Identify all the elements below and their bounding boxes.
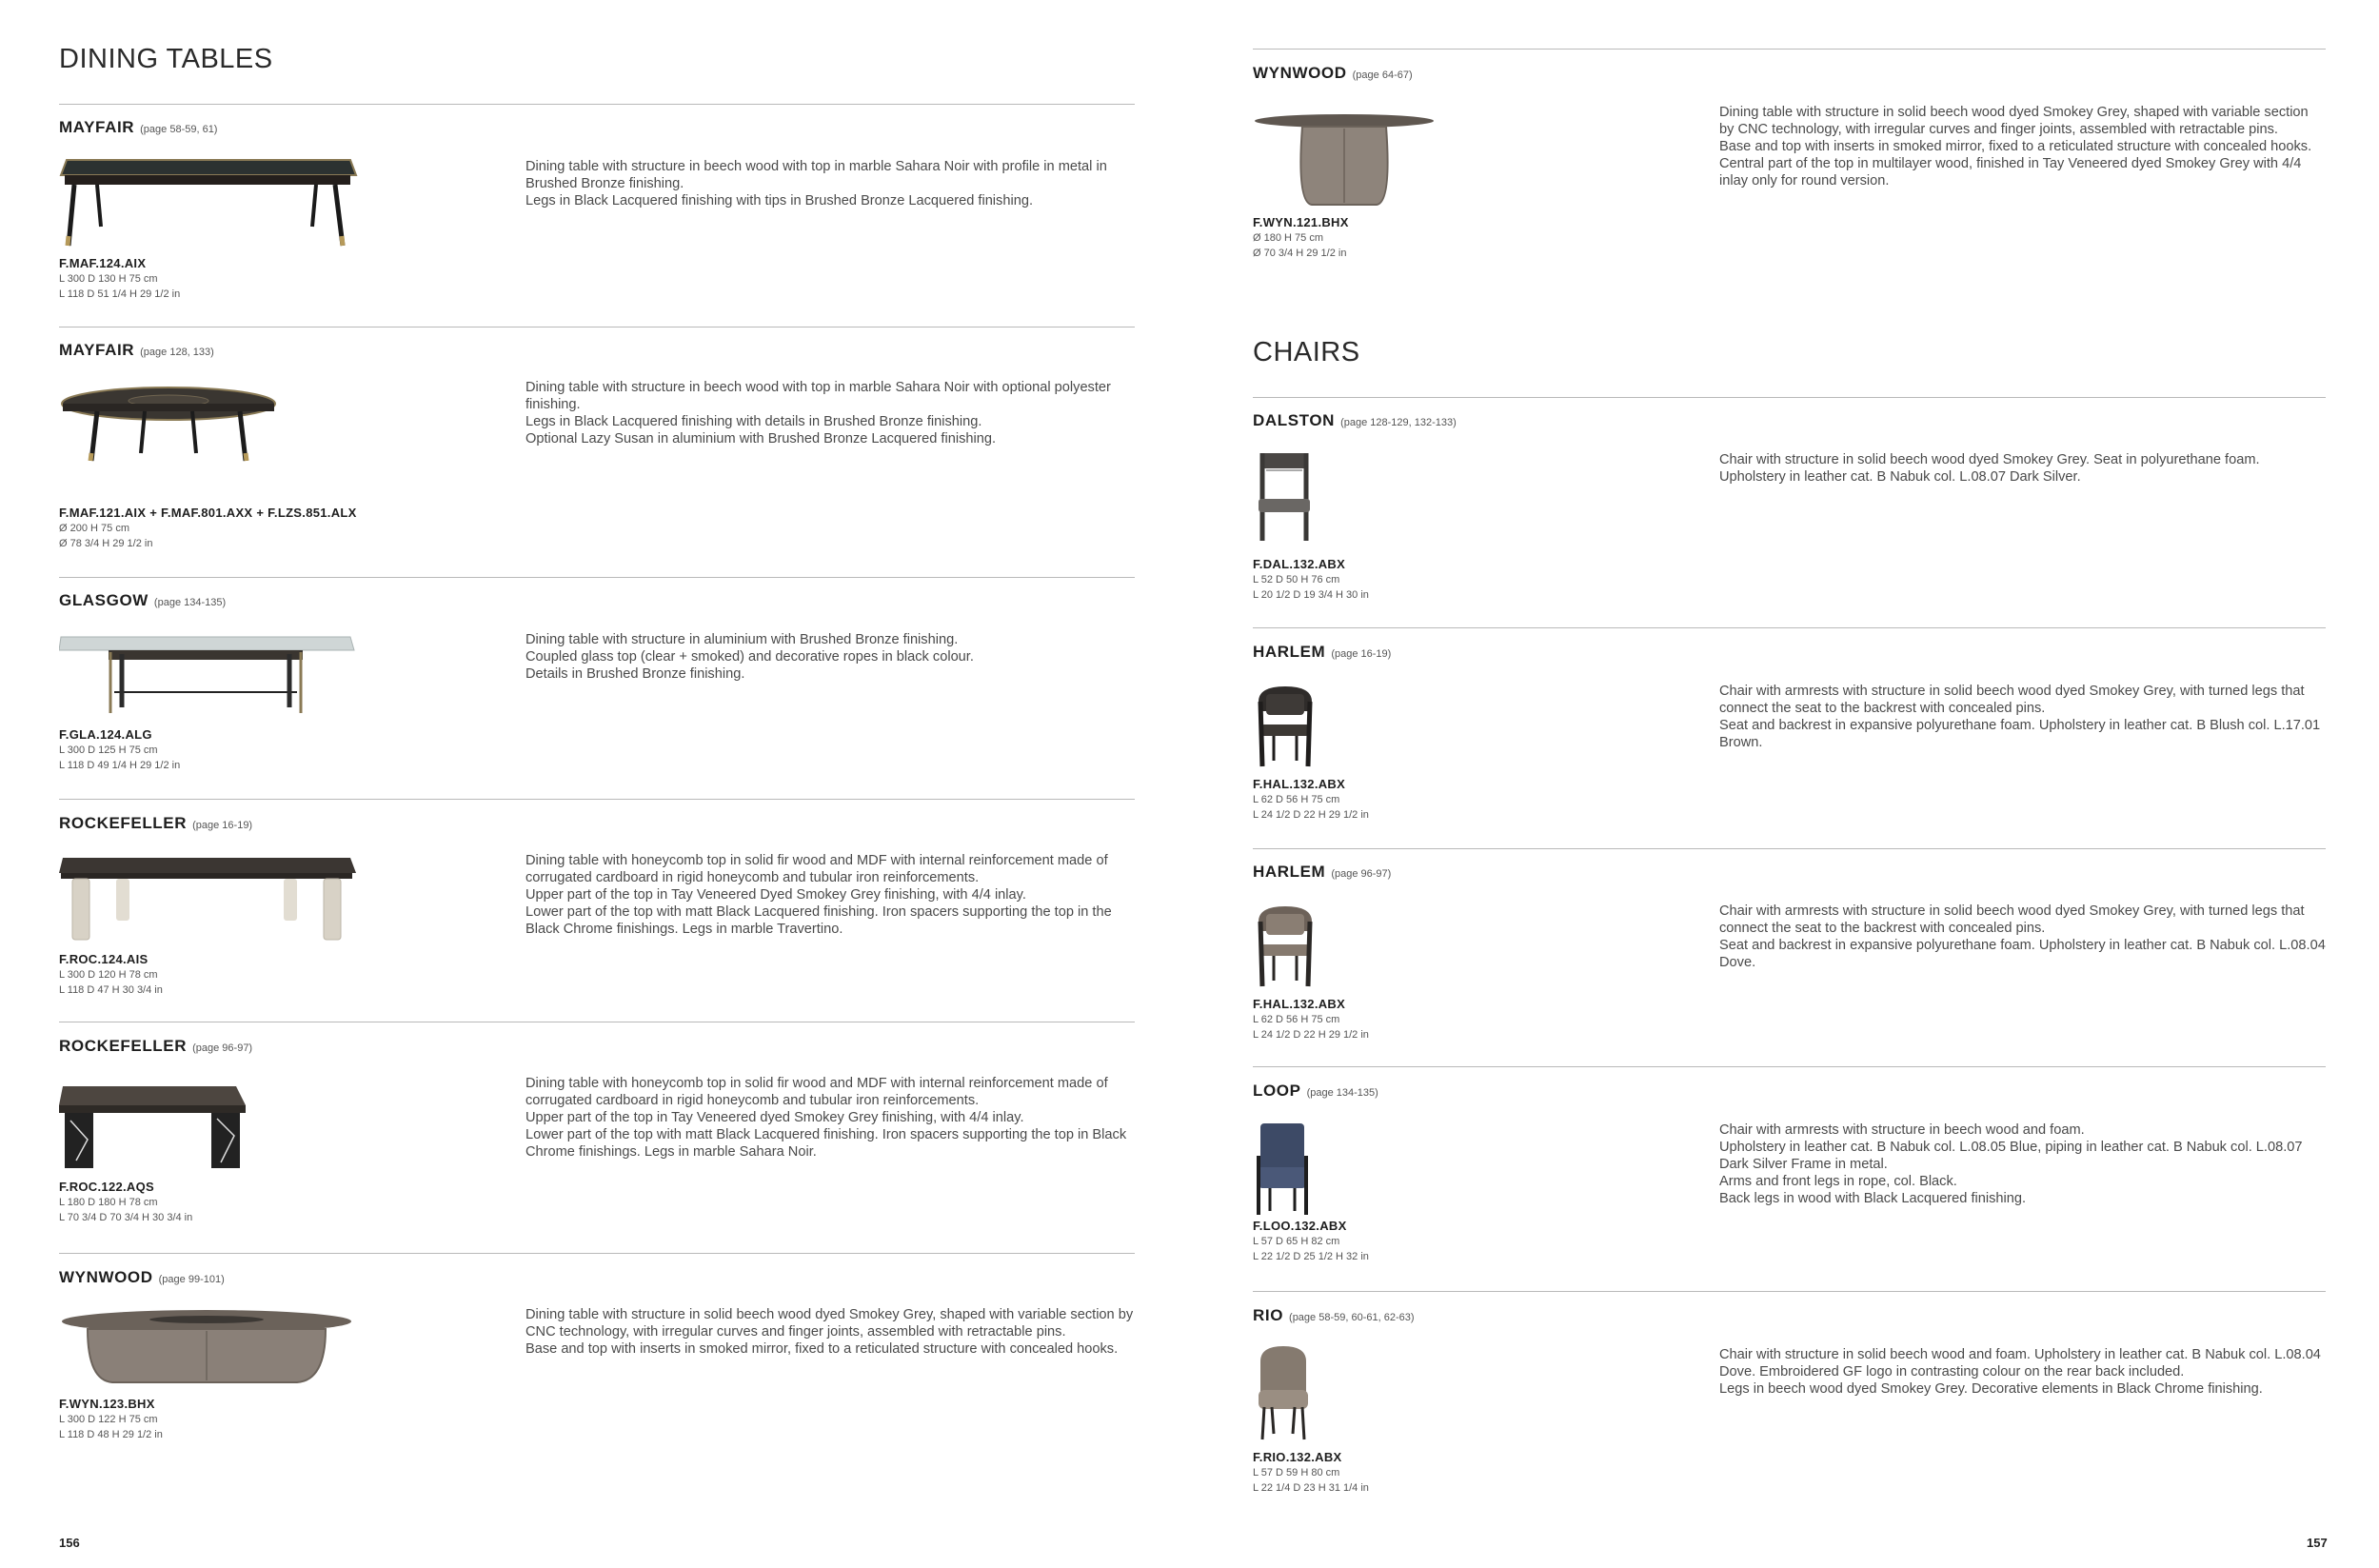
product-name: ROCKEFELLER <box>59 1037 188 1055</box>
description-line: Optional Lazy Susan in aluminium with Brushed Bronze Lacquered finishing. <box>525 431 997 447</box>
description-line: Seat and backrest in expansive polyurethane foam. Upholstery in leather cat. B Blush col. L.17.01 Brown. <box>1719 718 2321 750</box>
dimensions-in: L 22 1/4 D 23 H 31 1/4 in <box>1253 1482 1369 1494</box>
description-line: Arms and front legs in rope, col. Black. <box>1719 1174 1957 1189</box>
product-entry <box>59 1037 1135 1237</box>
description-line: Dining table with structure in solid beech wood dyed Smokey Grey, shaped with variable section by CNC technology, with irregular curves and finger joints, assembled with retractable pins. <box>525 1307 1134 1340</box>
description-line: Dining table with structure in solid beech wood dyed Smokey Grey, shaped with variable section by CNC technology, with irregular curves and finger joints, assembled with retractable pins. <box>1719 105 2309 137</box>
dimensions-cm: L 300 D 120 H 78 cm <box>59 969 158 981</box>
product-dimensions <box>59 743 180 773</box>
rio-chair-image <box>1253 1344 1314 1443</box>
description-line: Details in Brushed Bronze finishing. <box>525 666 745 682</box>
dimensions-in: L 118 D 49 1/4 H 29 1/2 in <box>59 760 181 771</box>
product-description <box>1719 903 2326 971</box>
dimensions-in: L 70 3/4 D 70 3/4 H 30 3/4 in <box>59 1212 193 1223</box>
dimensions-in: Ø 78 3/4 H 29 1/2 in <box>59 538 153 549</box>
product-entry <box>59 341 1135 550</box>
product-entry <box>1253 64 2326 273</box>
product-description <box>525 1306 1135 1358</box>
product-heading <box>59 118 217 137</box>
product-dimensions <box>59 1412 163 1442</box>
page-reference: (page 128, 133) <box>140 347 214 358</box>
divider <box>1253 1066 2326 1067</box>
product-heading <box>1253 1306 1415 1325</box>
divider <box>1253 627 2326 628</box>
divider <box>1253 397 2326 398</box>
description-line: Upper part of the top in Tay Veneered Dyed Smokey Grey finishing, with 4/4 inlay. <box>525 887 1026 903</box>
description-line: Chair with structure in solid beech wood and foam. Upholstery in leather cat. B Nabuk col. L.08.04 Dove. Embroidered GF logo in contrasting colour on the rear back included. <box>1719 1347 2321 1379</box>
dimensions-cm: L 180 D 180 H 78 cm <box>59 1197 158 1208</box>
description-line: Coupled glass top (clear + smoked) and decorative ropes in black colour. <box>525 649 974 665</box>
description-line: Legs in beech wood dyed Smokey Grey. Decorative elements in Black Chrome finishing. <box>1719 1381 2263 1397</box>
page-number: 156 <box>59 1536 80 1550</box>
product-name: WYNWOOD <box>1253 64 1347 82</box>
product-dimensions <box>1253 230 1346 261</box>
harlem-chair-brown-image <box>1253 683 1321 770</box>
product-heading <box>1253 1082 1378 1101</box>
description-line: Base and top with inserts in smoked mirror, fixed to a reticulated structure with concealed hooks. <box>525 1341 1119 1357</box>
product-dimensions <box>1253 1234 1369 1264</box>
divider <box>59 577 1135 578</box>
description-line: Back legs in wood with Black Lacquered finishing. <box>1719 1191 2027 1206</box>
section-title-dining-tables: DINING TABLES <box>59 44 273 74</box>
divider <box>59 799 1135 800</box>
divider <box>1253 1291 2326 1292</box>
product-code: F.MAF.121.AIX + F.MAF.801.AXX + F.LZS.851.ALX <box>59 506 357 520</box>
product-dimensions <box>1253 1465 1369 1496</box>
product-description <box>1719 104 2326 189</box>
product-description <box>525 852 1135 938</box>
dalston-chair-image <box>1253 449 1319 545</box>
dimensions-cm: Ø 180 H 75 cm <box>1253 232 1323 244</box>
description-line: Upholstery in leather cat. B Nabuk col. L.08.05 Blue, piping in leather cat. B Nabuk col. L.08.07 Dark Silver Frame in metal. <box>1719 1140 2303 1172</box>
product-name: HARLEM <box>1253 643 1326 661</box>
divider <box>59 104 1135 105</box>
description-line: Dining table with structure in aluminium with Brushed Bronze finishing. <box>525 632 959 647</box>
description-line: Dining table with structure in beech wood with top in marble Sahara Noir with profile in metal in Brushed Bronze finishing. <box>525 159 1107 191</box>
product-code: F.WYN.121.BHX <box>1253 215 1349 229</box>
product-description <box>1719 451 2326 486</box>
description-line: Seat and backrest in expansive polyurethane foam. Upholstery in leather cat. B Nabuk col. L.08.04 Dove. <box>1719 938 2326 970</box>
product-name: HARLEM <box>1253 863 1326 881</box>
page-number: 157 <box>2307 1536 2328 1550</box>
product-heading <box>1253 64 1413 83</box>
product-heading <box>59 1037 252 1056</box>
product-dimensions <box>59 521 152 551</box>
dimensions-cm: L 62 D 56 H 75 cm <box>1253 794 1340 805</box>
dimensions-in: Ø 70 3/4 H 29 1/2 in <box>1253 248 1347 259</box>
product-heading <box>1253 411 1457 430</box>
description-line: Legs in Black Lacquered finishing with tips in Brushed Bronze Lacquered finishing. <box>525 193 1033 208</box>
page-reference: (page 64-67) <box>1352 69 1413 81</box>
product-code: F.ROC.122.AQS <box>59 1180 154 1194</box>
product-code: F.MAF.124.AIX <box>59 256 147 270</box>
product-code: F.RIO.132.ABX <box>1253 1450 1342 1464</box>
right-page <box>1190 0 2379 1568</box>
product-heading <box>59 591 226 610</box>
page-reference: (page 134-135) <box>1306 1087 1378 1099</box>
description-line: Upholstery in leather cat. B Nabuk col. L.08.07 Dark Silver. <box>1719 469 2081 485</box>
dimensions-in: L 118 D 47 H 30 3/4 in <box>59 984 163 996</box>
dimensions-cm: L 300 D 125 H 75 cm <box>59 744 158 756</box>
dimensions-cm: L 62 D 56 H 75 cm <box>1253 1014 1340 1025</box>
product-dimensions <box>1253 1012 1369 1042</box>
dimensions-in: L 118 D 48 H 29 1/2 in <box>59 1429 163 1440</box>
product-entry <box>1253 863 2326 1062</box>
product-name: RIO <box>1253 1306 1284 1324</box>
product-description <box>525 379 1135 447</box>
product-dimensions <box>1253 572 1369 603</box>
dimensions-cm: L 300 D 130 H 75 cm <box>59 273 158 285</box>
product-entry <box>1253 411 2326 611</box>
harlem-chair-dove-image <box>1253 903 1321 990</box>
product-code: F.DAL.132.ABX <box>1253 557 1346 571</box>
mayfair-round-table-image <box>59 383 297 468</box>
dimensions-in: L 118 D 51 1/4 H 29 1/2 in <box>59 288 181 300</box>
description-line: Chair with armrests with structure in solid beech wood dyed Smokey Grey, with turned legs that connect the seat to the backrest with concealed pins. <box>1719 903 2305 936</box>
product-name: DALSTON <box>1253 411 1336 429</box>
dimensions-cm: L 57 D 65 H 82 cm <box>1253 1236 1340 1247</box>
product-name: WYNWOOD <box>59 1268 153 1286</box>
wynwood-rectangular-table-image <box>59 1306 364 1392</box>
left-page <box>0 0 1189 1568</box>
product-entry <box>1253 1306 2326 1506</box>
product-entry <box>59 814 1135 1014</box>
page-reference: (page 58-59, 60-61, 62-63) <box>1289 1312 1415 1323</box>
product-description <box>1719 1121 2326 1207</box>
product-code: F.WYN.123.BHX <box>59 1397 155 1411</box>
dimensions-in: L 20 1/2 D 19 3/4 H 30 in <box>1253 589 1369 601</box>
product-description <box>525 631 1135 683</box>
section-title-chairs: CHAIRS <box>1253 337 1360 367</box>
page-reference: (page 58-59, 61) <box>140 124 218 135</box>
description-line: Dining table with honeycomb top in solid fir wood and MDF with internal reinforcement made of corrugated cardboard in rigid honeycomb and tubular iron reinforcements. <box>525 853 1108 885</box>
description-line: Lower part of the top with matt Black Lacquered finishing. Iron spacers supporting the top in Black Chrome finishings. Legs in marble Sahara Noir. <box>525 1127 1127 1160</box>
divider <box>1253 848 2326 849</box>
description-line: Chair with armrests with structure in beech wood and foam. <box>1719 1122 2085 1138</box>
dimensions-cm: L 57 D 59 H 80 cm <box>1253 1467 1340 1479</box>
divider <box>59 1253 1135 1254</box>
page-reference: (page 96-97) <box>1331 868 1392 880</box>
dimensions-cm: L 52 D 50 H 76 cm <box>1253 574 1340 586</box>
description-line: Chair with armrests with structure in solid beech wood dyed Smokey Grey, with turned legs that connect the seat to the backrest with concealed pins. <box>1719 684 2305 716</box>
product-code: F.LOO.132.ABX <box>1253 1219 1347 1233</box>
product-heading <box>59 814 252 833</box>
dimensions-in: L 24 1/2 D 22 H 29 1/2 in <box>1253 809 1369 821</box>
product-description <box>525 1075 1135 1161</box>
product-name: GLASGOW <box>59 591 149 609</box>
product-heading <box>59 341 214 360</box>
product-description <box>525 158 1135 209</box>
rockefeller-rectangular-table-image <box>59 854 364 949</box>
description-line: Dining table with honeycomb top in solid fir wood and MDF with internal reinforcement made of corrugated cardboard in rigid honeycomb and tubular iron reinforcements. <box>525 1076 1108 1108</box>
product-dimensions <box>59 271 180 302</box>
product-name: MAYFAIR <box>59 118 135 136</box>
page-reference: (page 16-19) <box>1331 648 1392 660</box>
page-reference: (page 16-19) <box>192 820 253 831</box>
product-name: MAYFAIR <box>59 341 135 359</box>
product-entry <box>59 591 1135 782</box>
product-name: ROCKEFELLER <box>59 814 188 832</box>
description-line: Dining table with structure in beech wood with top in marble Sahara Noir with optional polyester finishing. <box>525 380 1111 412</box>
product-entry <box>1253 643 2326 843</box>
description-line: Upper part of the top in Tay Veneered dyed Smokey Grey finishing, with 4/4 inlay. <box>525 1110 1024 1125</box>
description-line: Central part of the top in multilayer wood, finished in Tay Veneered dyed Smokey Grey with 4/4 inlay only for round version. <box>1719 156 2302 189</box>
product-code: F.HAL.132.ABX <box>1253 997 1346 1011</box>
divider <box>1253 49 2326 50</box>
product-dimensions <box>59 1195 192 1225</box>
page-reference: (page 99-101) <box>158 1274 225 1285</box>
description-line: Chair with structure in solid beech wood dyed Smokey Grey. Seat in polyurethane foam. <box>1719 452 2260 467</box>
product-description <box>1719 683 2326 751</box>
wynwood-round-table-image <box>1253 111 1443 216</box>
dimensions-cm: L 300 D 122 H 75 cm <box>59 1414 158 1425</box>
mayfair-rectangular-table-image <box>59 152 364 257</box>
page-reference: (page 96-97) <box>192 1042 253 1054</box>
product-entry <box>59 118 1135 308</box>
product-code: F.ROC.124.AIS <box>59 952 149 966</box>
page-reference: (page 128-129, 132-133) <box>1340 417 1457 428</box>
description-line: Lower part of the top with matt Black Lacquered finishing. Iron spacers supporting the top in the Black Chrome finishings. Legs in marble Travertino. <box>525 904 1112 937</box>
dimensions-cm: Ø 200 H 75 cm <box>59 523 129 534</box>
product-entry <box>1253 1082 2326 1291</box>
product-heading <box>59 1268 225 1287</box>
product-heading <box>1253 863 1391 882</box>
product-name: LOOP <box>1253 1082 1301 1100</box>
product-code: F.GLA.124.ALG <box>59 727 152 742</box>
description-line: Base and top with inserts in smoked mirror, fixed to a reticulated structure with concealed hooks. <box>1719 139 2312 154</box>
loop-chair-image <box>1253 1120 1314 1219</box>
product-dimensions <box>1253 792 1369 823</box>
dimensions-in: L 24 1/2 D 22 H 29 1/2 in <box>1253 1029 1369 1041</box>
rockefeller-square-table-image <box>59 1073 268 1178</box>
product-description <box>1719 1346 2326 1398</box>
product-heading <box>1253 643 1391 662</box>
product-code: F.HAL.132.ABX <box>1253 777 1346 791</box>
description-line: Legs in Black Lacquered finishing with details in Brushed Bronze finishing. <box>525 414 982 429</box>
product-entry <box>59 1268 1135 1468</box>
glasgow-table-image <box>59 633 364 719</box>
page-reference: (page 134-135) <box>153 597 227 608</box>
dimensions-in: L 22 1/2 D 25 1/2 H 32 in <box>1253 1251 1369 1262</box>
product-dimensions <box>59 967 163 998</box>
